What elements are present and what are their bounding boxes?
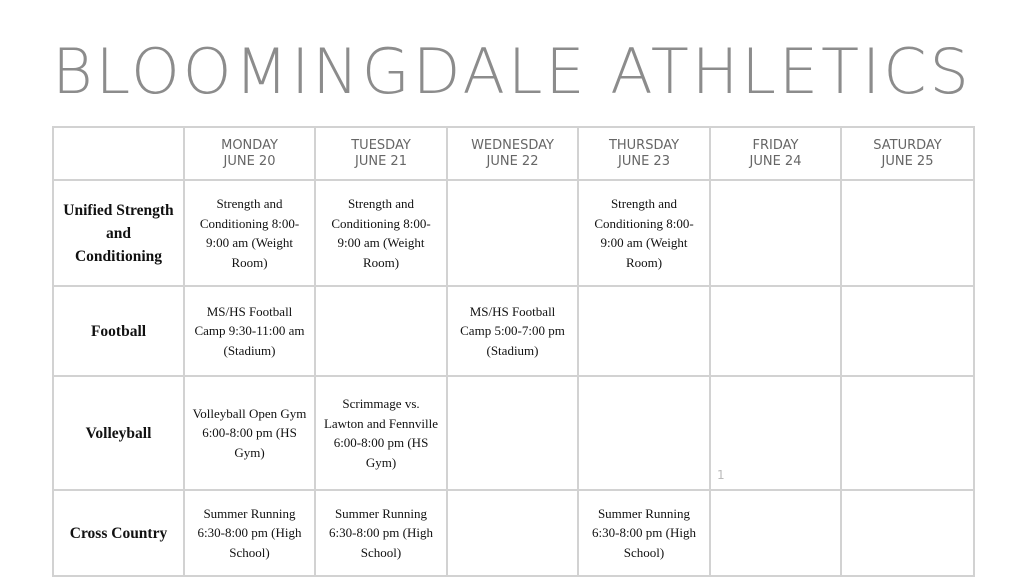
schedule-cell [710,376,841,490]
schedule-cell: Strength and Conditioning 8:00-9:00 am (Weight Room) [315,180,447,286]
table-row [53,490,974,576]
schedule-cell: MS/HS Football Camp 9:30-11:00 am (Stadium) [184,286,315,376]
schedule-cell [710,490,841,576]
page-number: 1 [717,468,725,482]
row-header-unified: Unified Strength and Conditioning [53,180,184,286]
schedule-cell: Strength and Conditioning 8:00-9:00 am (Weight Room) [184,180,315,286]
schedule-cell [315,286,447,376]
schedule-cell: Summer Running 6:30-8:00 pm (High School) [184,490,315,576]
table-row [53,376,974,490]
corner-cell [53,127,184,180]
day-header-wednesday: WEDNESDAY JUNE 22 [447,127,578,180]
schedule-cell [710,286,841,376]
day-header-tuesday: TUESDAY JUNE 21 [315,127,447,180]
schedule-cell: Summer Running 6:30-8:00 pm (High School) [315,490,447,576]
schedule-cell: Strength and Conditioning 8:00-9:00 am (Weight Room) [578,180,710,286]
schedule-cell [841,376,974,490]
schedule-cell [710,180,841,286]
schedule-cell [841,180,974,286]
day-header-thursday: THURSDAY JUNE 23 [578,127,710,180]
header-row [53,127,974,180]
schedule-cell [447,490,578,576]
schedule-cell: Scrimmage vs. Lawton and Fennville 6:00-8:00 pm (HS Gym) [315,376,447,490]
day-header-saturday: SATURDAY JUNE 25 [841,127,974,180]
schedule-cell [841,286,974,376]
row-header-cross-country: Cross Country [53,490,184,576]
day-header-friday: FRIDAY JUNE 24 [710,127,841,180]
day-header-monday: MONDAY JUNE 20 [184,127,315,180]
schedule-cell [578,286,710,376]
table-row [53,180,974,286]
schedule-cell [447,180,578,286]
row-header-football: Football [53,286,184,376]
schedule-cell [447,376,578,490]
schedule-cell: Volleyball Open Gym 6:00-8:00 pm (HS Gym) [184,376,315,490]
row-header-volleyball: Volleyball [53,376,184,490]
schedule-cell: Summer Running 6:30-8:00 pm (High School) [578,490,710,576]
schedule-cell [578,376,710,490]
page-title: BLOOMINGDALE ATHLETICS [52,35,972,108]
schedule-cell [841,490,974,576]
schedule-cell: MS/HS Football Camp 5:00-7:00 pm (Stadium) [447,286,578,376]
schedule-table [52,126,975,577]
table-row [53,286,974,376]
